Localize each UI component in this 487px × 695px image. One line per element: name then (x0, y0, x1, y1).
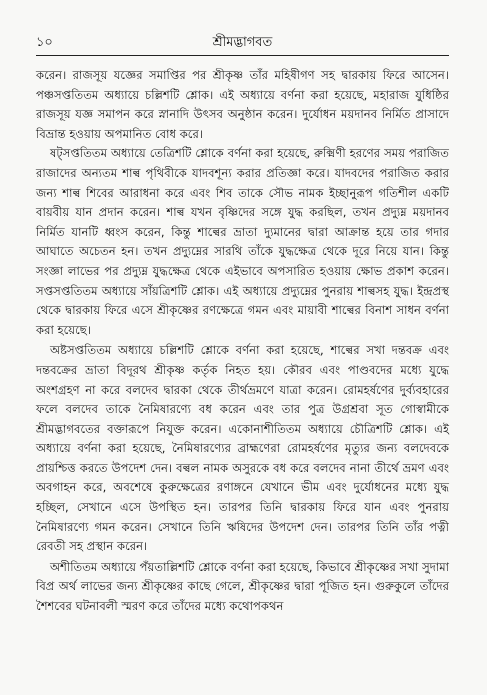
header-rule (36, 55, 449, 56)
page-body (36, 66, 449, 617)
page-number: ১০ (36, 35, 53, 50)
paragraph-2: ষট্সপ্ততিতম অধ্যায়ে তেত্রিশটি শ্লোকে বর্ণনা করা হয়েছে, রুক্মিণী হরণের সময় পরাজিত রাজাদের অন্যতম শাল্ব পৃথিবীকে যাদবশূন্য করার প্রতিজ্ঞা করে। যাদবদের পরাজিত করার জন্য শাল্ব শিবের আরাধনা করে এবং শিব তাকে সৌভ নামক ইচ্ছানুরূপ গতিশীল একটি বায়বীয় যান প্রদান করেন। শাল্ব যখন বৃষ্ণিদের সঙ্গে যুদ্ধ করছিল, তখন প্রদ্যুম্ন ময়দানব নির্মিত যানটি ধ্বংস করেন, কিন্তু শাল্বের ভ্রাতা দ্যুমানের দ্বারা আক্রান্ত হয়ে তার গদার আঘাতে অচেতন হন। তখন প্রদ্যুম্নের সারথি তাঁকে যুদ্ধক্ষেত্র থেকে দূরে নিয়ে যান। কিন্তু সংজ্ঞা লাভের পর প্রদ্যুম্ন যুদ্ধক্ষেত্র থেকে এইভাবে অপসারিত হওয়ায় ক্ষোভ প্রকাশ করেন। সপ্তসপ্ততিতম অধ্যায়ে সাঁয়ত্রিশটি শ্লোক। এই অধ্যায়ে প্রদ্যুম্নের পুনরায় শাল্বসহ যুদ্ধ। ইন্দ্রপ্রস্থ থেকে দ্বারকায় ফিরে এসে শ্রীকৃষ্ণের রণক্ষেত্রে গমন এবং মায়াবী শাল্বের বিনাশ সাধন বর্ণনা করা হয়েছে। (36, 146, 449, 337)
paragraph-3: অষ্টসপ্ততিতম অধ্যায়ে চল্লিশটি শ্লোকে বর্ণনা করা হয়েছে, শাল্বের সখা দন্তবক্র এবং দন্তবক্রের ভ্রাতা বিদূরথ শ্রীকৃষ্ণ কর্তৃক নিহত হয়। কৌরব এবং পাণ্ডবদের মধ্যে যুদ্ধে অংশগ্রহণ না করে বলদেব দ্বারকা থেকে তীর্থভ্রমণে যাত্রা করেন। রোমহর্ষণের দুর্ব্যবহারের ফলে বলদেব তাকে নৈমিষারণ্যে বধ করেন এবং তার পুত্র উগ্রশ্রবা সূত গোস্বামীকে শ্রীমদ্ভাগবতের বক্তারূপে নিযুক্ত করেন। একোনাশীতিতম অধ্যায়ে চৌত্রিশটি শ্লোক। এই অধ্যায়ে বর্ণনা করা হয়েছে, নৈমিষারণ্যের ব্রাহ্মণেরা রোমহর্ষণের মৃত্যুর জন্য বলদেবকে প্রায়শ্চিত্ত করতে উপদেশ দেন। বল্বল নামক অসুরকে বধ করে বলদেব নানা তীর্থে ভ্রমণ এবং অবগাহন করে, অবশেষে কুরুক্ষেত্রের রণাঙ্গনে যেখানে ভীম এবং দুর্যোধনের মধ্যে যুদ্ধ হচ্ছিল, সেখানে এসে উপস্থিত হন। তারপর তিনি দ্বারকায় ফিরে যান এবং পুনরায় নৈমিষারণ্যে গমন করেন। সেখানে তিনি ঋষিদের উপদেশ দেন। তারপর তিনি তাঁর পত্নী রেবতী সহ প্রস্থান করেন। (36, 343, 449, 554)
page-header (36, 33, 449, 53)
paragraph-4: অশীতিতম অধ্যায়ে পঁয়তাল্লিশটি শ্লোকে বর্ণনা করা হয়েছে, কিভাবে শ্রীকৃষ্ণের সখা সুদামা বিপ্র অর্থ লাভের জন্য শ্রীকৃষ্ণের কাছে গেলে, শ্রীকৃষ্ণের দ্বারা পূজিত হন। গুরুকুলে তাঁদের শৈশবের ঘটনাবলী স্মরণ করে তাঁদের মধ্যে কথোপকথন (36, 559, 449, 614)
running-title: শ্রীমদ্ভাগবত (212, 35, 273, 50)
paragraph-1: করেন। রাজসূয় যজ্ঞের সমাপ্তির পর শ্রীকৃষ্ণ তাঁর মহিষীগণ সহ দ্বারকায় ফিরে আসেন। পঞ্চসপ্ততিতম অধ্যায়ে চল্লিশটি শ্লোক। এই অধ্যায়ে বর্ণনা করা হয়েছে, মহারাজ যুধিষ্ঠির রাজসূয় যজ্ঞ সমাপন করে স্নানাদি উৎসব অনুষ্ঠান করেন। দুর্যোধন ময়দানব নির্মিত প্রাসাদে বিভ্রান্ত হওয়ায় অপমানিত বোধ করে। (36, 68, 449, 141)
